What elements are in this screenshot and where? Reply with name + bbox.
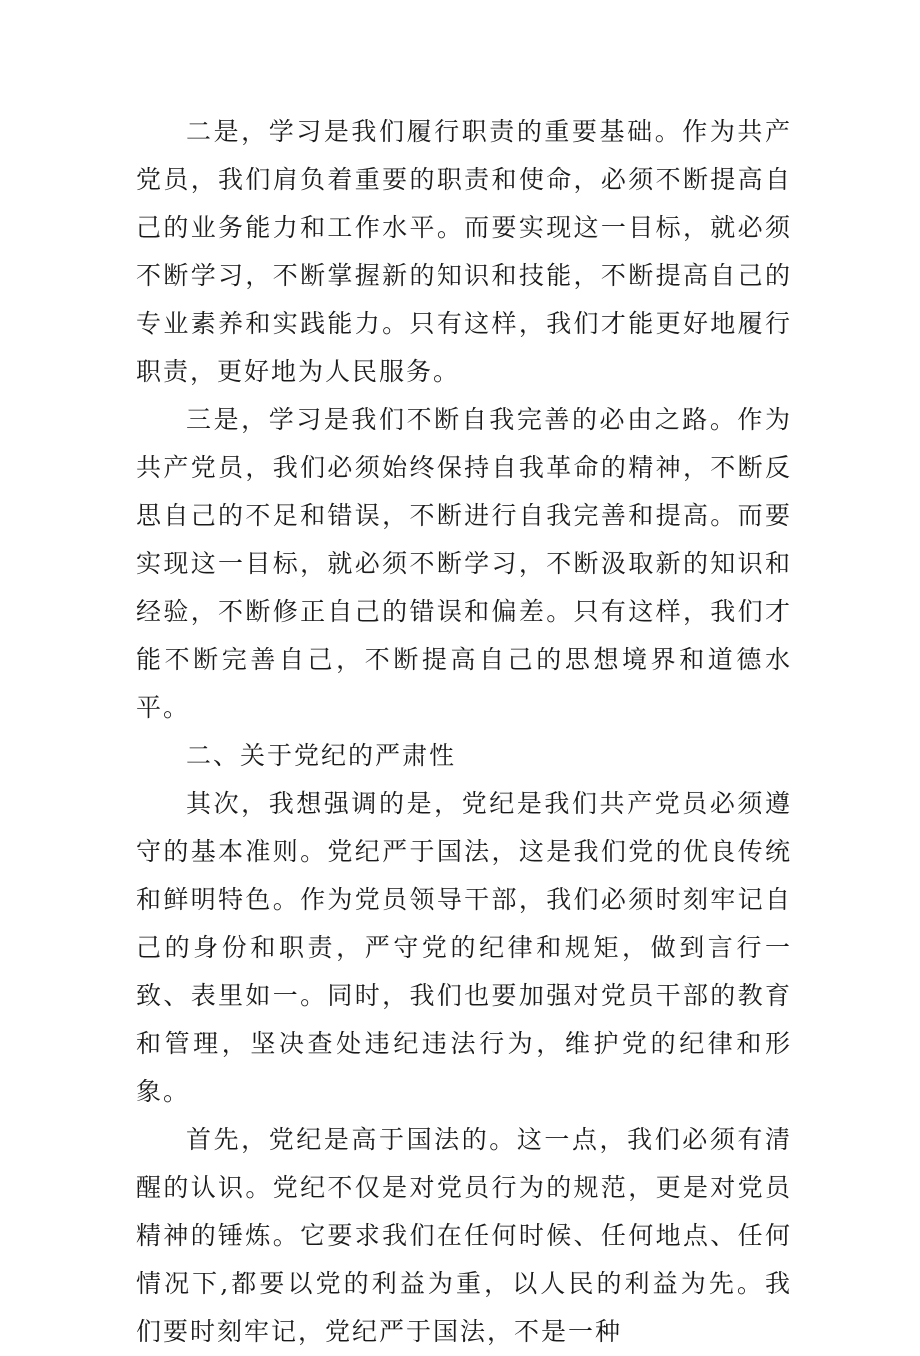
paragraph-discipline-above-law: 首先，党纪是高于国法的。这一点，我们必须有清醒的认识。党纪不仅是对党员行为的规范，更是对党员精神的锤炼。它要求我们在任何时候、任何地点、任何情况下,都要以党的利益为重，以人民的利益为先。我们要时刻牢记，党纪严于国法，不是一种 [136, 1125, 792, 1346]
paragraph-learning-duty: 二是，学习是我们履行职责的重要基础。作为共产党员，我们肩负着重要的职责和使命，必须不断提高自己的业务能力和工作水平。而要实现这一目标，就必须不断学习，不断掌握新的知识和技能，不断提高自己的专业素养和实践能力。只有这样，我们才能更好地履行职责，更好地为人民服务。 [136, 117, 792, 386]
paragraph-self-improvement: 三是，学习是我们不断自我完善的必由之路。作为共产党员，我们必须始终保持自我革命的精神，不断反思自己的不足和错误，不断进行自我完善和提高。而要实现这一目标，就必须不断学习，不断汲取新的知识和经验，不断修正自己的错误和偏差。只有这样，我们才能不断完善自己，不断提高自己的思想境界和道德水平。 [136, 405, 792, 722]
document-body [136, 108, 792, 1356]
paragraph-discipline-rules: 其次，我想强调的是，党纪是我们共产党员必须遵守的基本准则。党纪严于国法，这是我们党的优良传统和鲜明特色。作为党员领导干部，我们必须时刻牢记自己的身份和职责，严守党的纪律和规矩，做到言行一致、表里如一。同时，我们也要加强对党员干部的教育和管理，坚决查处违纪违法行为，维护党的纪律和形象。 [136, 789, 792, 1106]
section-heading-party-discipline: 二、关于党纪的严肃性 [186, 741, 457, 770]
